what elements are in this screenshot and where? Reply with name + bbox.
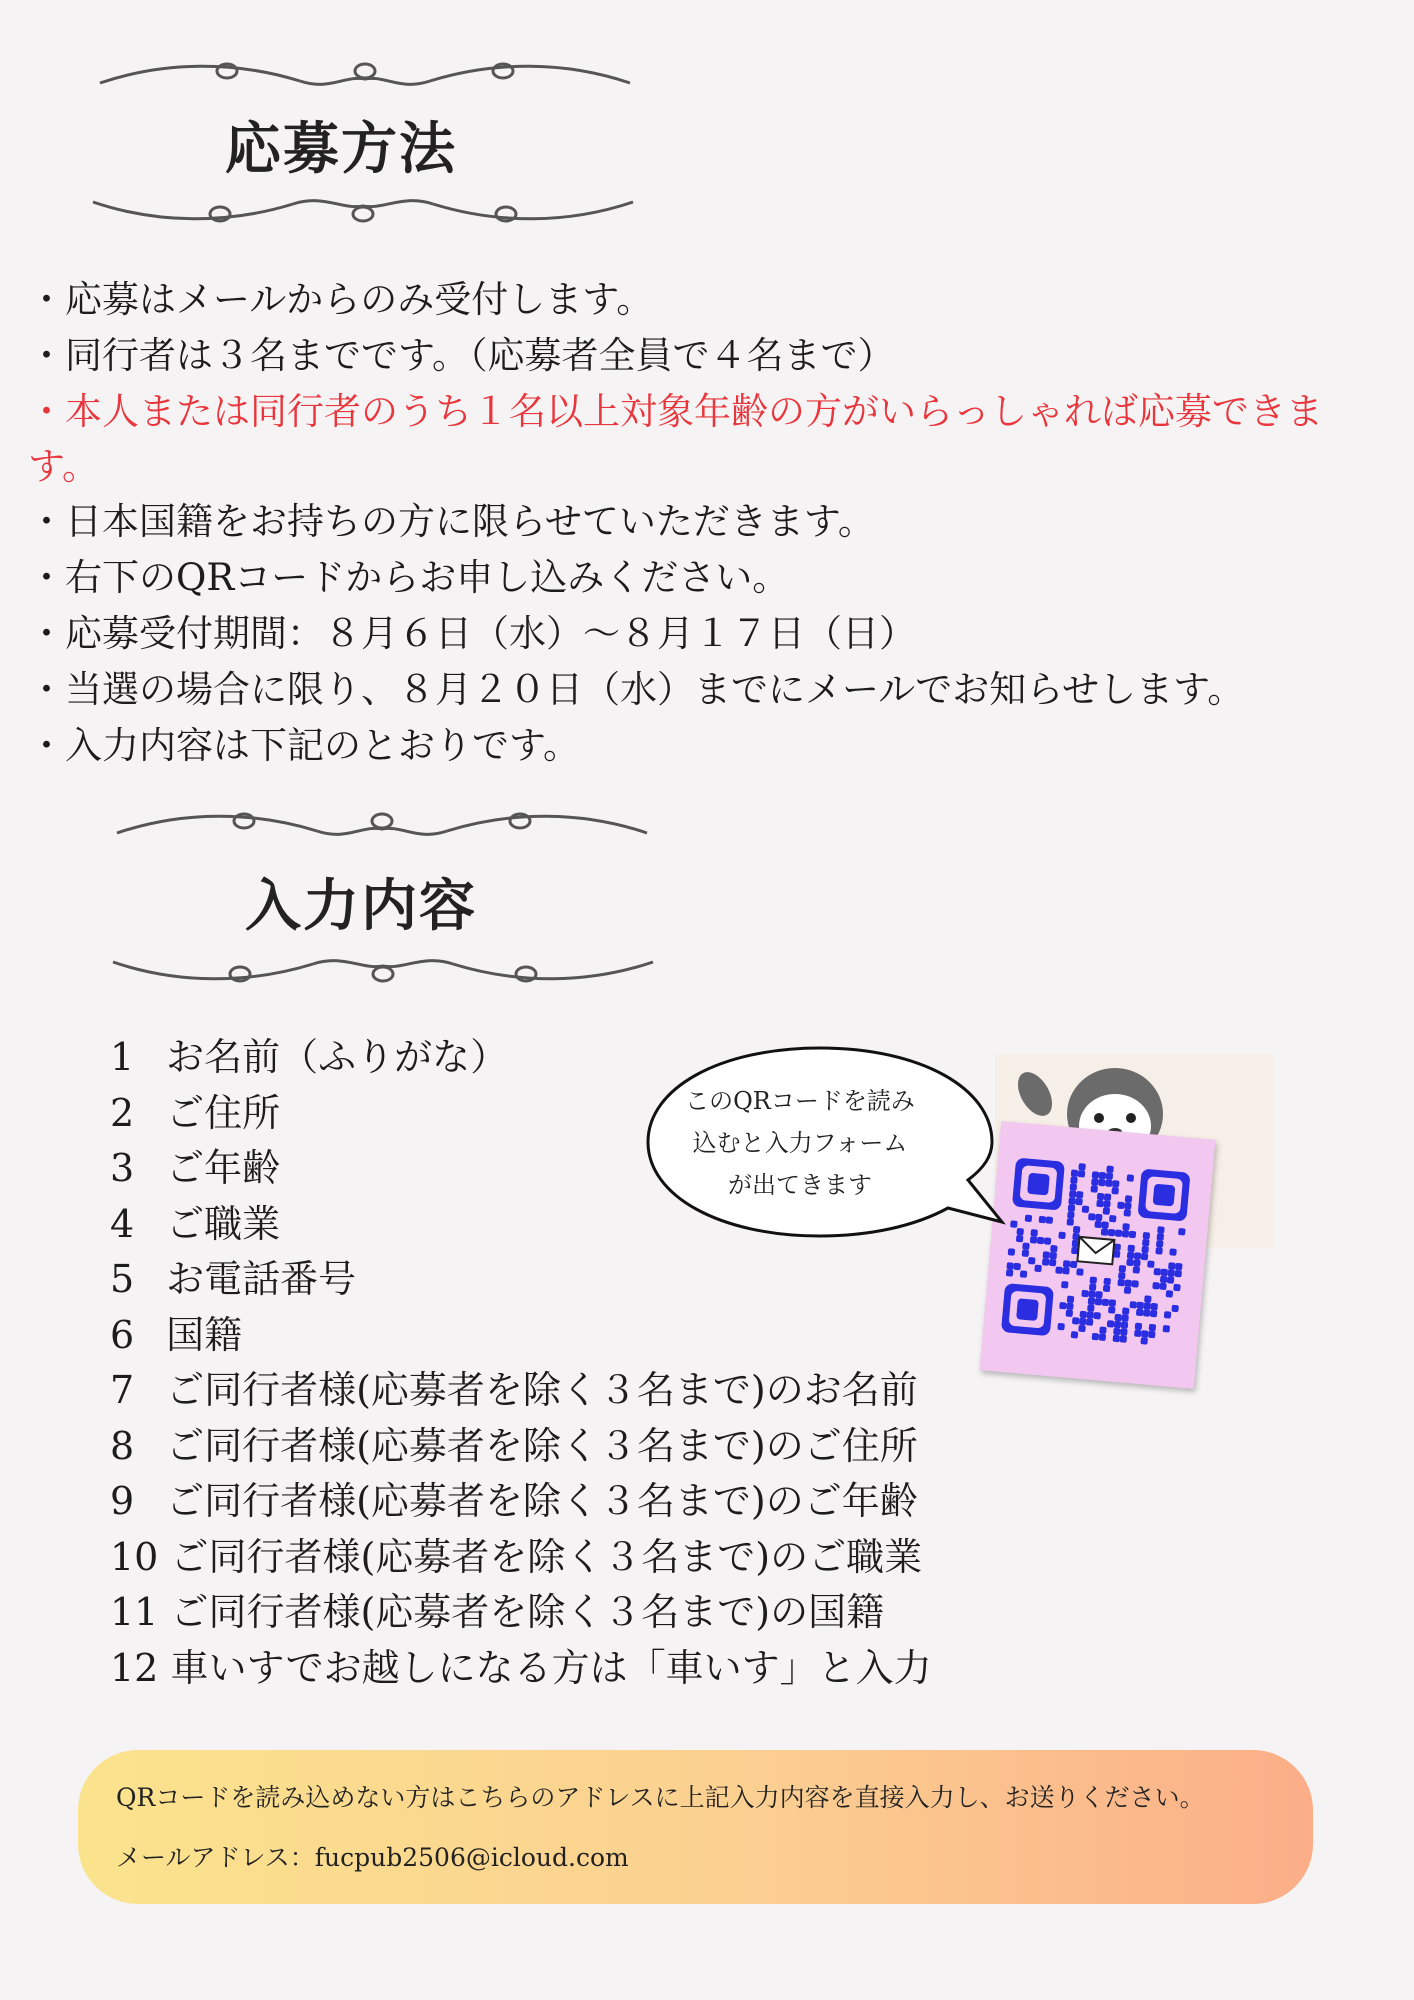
- rule-line-highlight: ・本人または同行者のうち１名以上対象年齢の方がいらっしゃれば応募できます。: [28, 390, 1323, 488]
- list-item: 4 ご職業: [110, 1201, 281, 1246]
- list-item: 6 国籍: [110, 1312, 243, 1357]
- list-item: 8 ご同行者様(応募者を除く３名まで)のご住所: [110, 1423, 918, 1468]
- list-item: 7 ご同行者様(応募者を除く３名まで)のお名前: [110, 1368, 918, 1412]
- rule-line: ・右下のQRコードからお申し込みください。: [28, 556, 790, 599]
- list-item: 9 ご同行者様(応募者を除く３名まで)のご年齢: [110, 1479, 918, 1523]
- qr-code-card[interactable]: [980, 1121, 1216, 1389]
- email-label: メールアドレス：: [116, 1843, 315, 1872]
- section-heading-input: 入力内容: [245, 874, 477, 939]
- envelope-icon: [1077, 1237, 1114, 1264]
- list-item: 11 ご同行者様(応募者を除く３名まで)の国籍: [110, 1590, 885, 1634]
- list-item: 5 お電話番号: [110, 1257, 357, 1301]
- rule-line: ・日本国籍をお持ちの方に限らせていただきます。: [28, 500, 875, 543]
- rule-line: ・入力内容は下記のとおりです。: [28, 724, 581, 767]
- qr-code[interactable]: [980, 1121, 1216, 1389]
- list-item: 1 お名前（ふりがな）: [110, 1035, 509, 1079]
- email-address[interactable]: fucpub2506@icloud.com: [314, 1843, 629, 1872]
- top-ornament: [95, 55, 635, 95]
- email-line: [116, 1838, 629, 1874]
- list-item: 12 車いすでお越しになる方は「車いす」と入力: [110, 1645, 932, 1690]
- rule-line: ・応募受付期間：８月６日（水）〜８月１７日（日）: [28, 612, 916, 655]
- list-item: 10 ご同行者様(応募者を除く３名まで)のご職業: [110, 1534, 923, 1579]
- list-item: 3 ご年齢: [110, 1146, 281, 1190]
- footer-note: QRコードを読み込めない方はこちらのアドレスに上記入力内容を直接入力し、お送りください。: [116, 1783, 1205, 1812]
- bottom-ornament: [88, 190, 638, 230]
- bottom-ornament: [108, 950, 658, 990]
- contact-footer: [78, 1750, 1313, 1904]
- rule-line: ・同行者は３名までです。（応募者全員で４名まで）: [28, 334, 895, 377]
- application-rules: [28, 272, 1408, 774]
- top-ornament: [112, 805, 652, 845]
- rule-line: ・応募はメールからのみ受付します。: [28, 278, 654, 321]
- section-heading-application: 応募方法: [225, 117, 457, 182]
- speech-bubble-text: このQRコードを読み 込むと入力フォーム が出てきます: [685, 1087, 915, 1199]
- list-item: 2 ご住所: [110, 1090, 281, 1135]
- rule-line: ・当選の場合に限り、８月２０日（水）までにメールでお知らせします。: [28, 668, 1245, 711]
